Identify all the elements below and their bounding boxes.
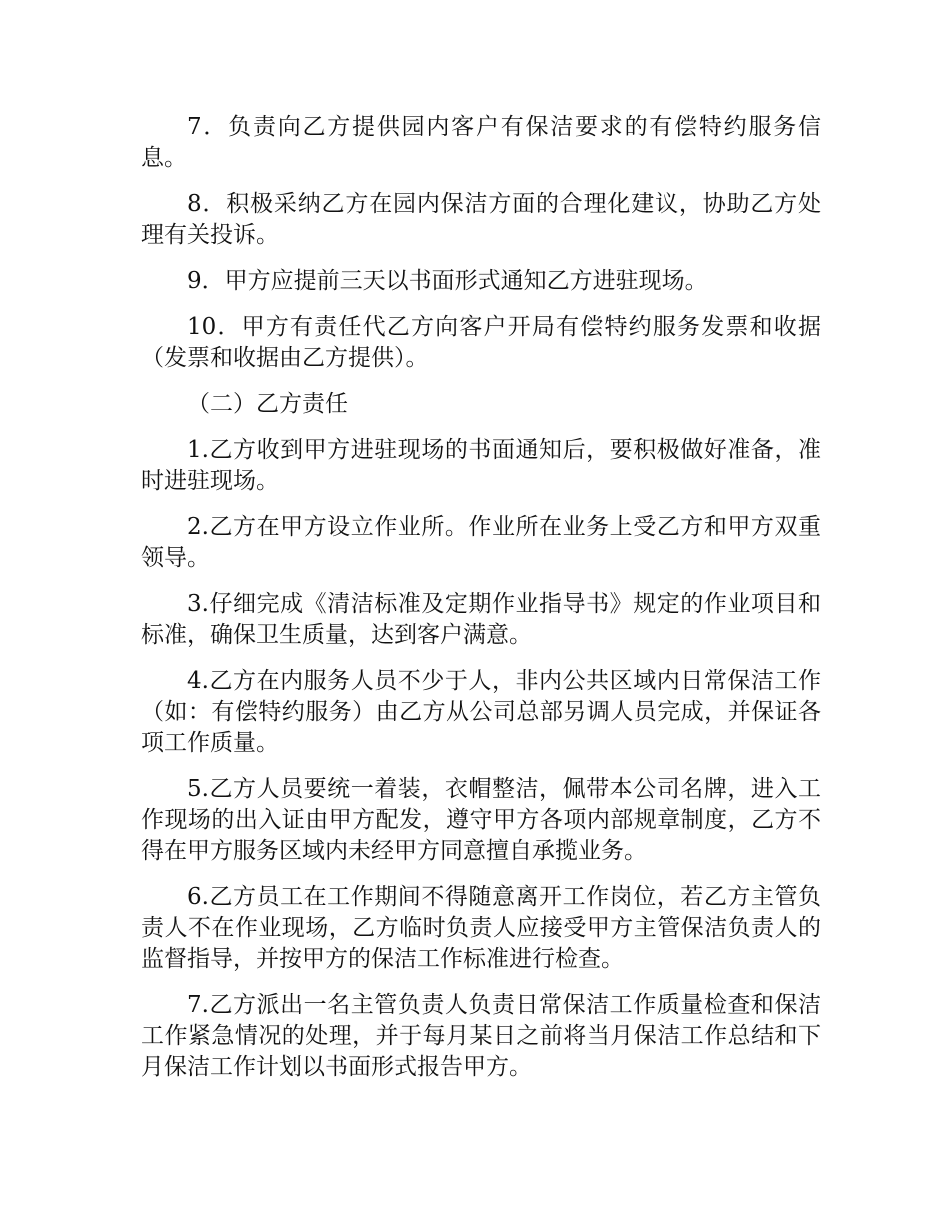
section-clause-5-paragraph: 5.乙方人员要统一着装，衣帽整洁，佩带本公司名牌，进入工作现场的出入证由甲方配发，遵守甲方各项内部规章制度，乙方不得在甲方服务区域内未经甲方同意擅自承揽业务。 xyxy=(141,776,821,864)
section-clause-4-paragraph: 4.乙方在内服务人员不少于人，非内公共区域内日常保洁工作（如：有偿特约服务）由乙方从公司总部另调人员完成，并保证各项工作质量。 xyxy=(141,668,821,756)
section-clause-2-paragraph: 2.乙方在甲方设立作业所。作业所在业务上受乙方和甲方双重领导。 xyxy=(141,514,821,571)
clause-9-paragraph: 9．甲方应提前三天以书面形式通知乙方进驻现场。 xyxy=(187,268,708,294)
document-body xyxy=(141,112,821,1098)
section-clause-7-paragraph: 7.乙方派出一名主管负责人负责日常保洁工作质量检查和保洁工作紧急情况的处理，并于每月某日之前将当月保洁工作总结和下月保洁工作计划以书面形式报告甲方。 xyxy=(141,992,821,1080)
section-heading: （二）乙方责任 xyxy=(187,391,348,417)
clause-8-paragraph: 8．积极采纳乙方在园内保洁方面的合理化建议，协助乙方处理有关投诉。 xyxy=(141,191,821,248)
clause-7-paragraph: 7．负责向乙方提供园内客户有保洁要求的有偿特约服务信息。 xyxy=(141,114,821,171)
section-clause-1-paragraph: 1.乙方收到甲方进驻现场的书面通知后，要积极做好准备，准时进驻现场。 xyxy=(141,437,821,494)
clause-10-paragraph: 10．甲方有责任代乙方向客户开局有偿特约服务发票和收据（发票和收据由乙方提供）。 xyxy=(141,314,821,371)
section-clause-3-paragraph: 3.仔细完成《清洁标准及定期作业指导书》规定的作业项目和标准，确保卫生质量，达到客户满意。 xyxy=(141,591,821,648)
section-clause-6-paragraph: 6.乙方员工在工作期间不得随意离开工作岗位，若乙方主管负责人不在作业现场，乙方临时负责人应接受甲方主管保洁负责人的监督指导，并按甲方的保洁工作标准进行检查。 xyxy=(141,884,821,972)
